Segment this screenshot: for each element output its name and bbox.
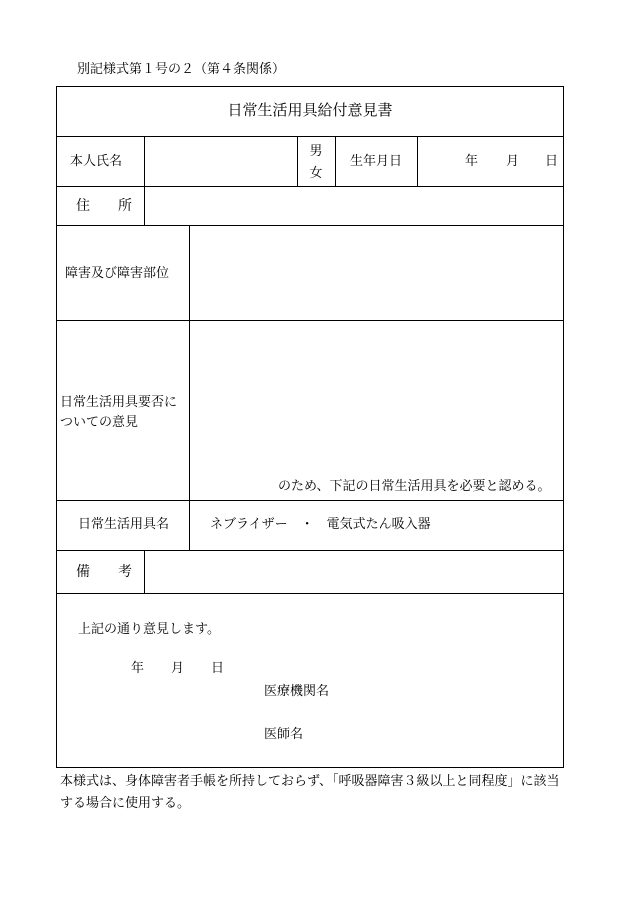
equipment-value: ネブライザー ・ 電気式たん吸入器 — [210, 517, 431, 532]
birth-month-unit: 月 — [506, 154, 520, 169]
col-divider — [144, 550, 145, 593]
row-divider — [56, 500, 564, 501]
institution-label: 医療機関名 — [264, 684, 330, 699]
opinion-conclusion: のため、下記の日常生活用具を必要と認める。 — [278, 479, 551, 494]
date-year-unit: 年 — [131, 661, 145, 676]
declaration-text: 上記の通り意見します。 — [78, 622, 220, 637]
date-day-unit: 日 — [211, 661, 225, 676]
footnote-line2: する場合に使用する。 — [60, 796, 191, 811]
sex-female[interactable]: 女 — [309, 166, 323, 181]
header-note: 別記様式第１号の２（第４条関係） — [77, 62, 286, 77]
remarks-field[interactable] — [146, 553, 562, 591]
opinion-label-line1: 日常生活用具要否に — [60, 395, 178, 410]
form-title: 日常生活用具給付意見書 — [227, 101, 393, 119]
date-month-unit: 月 — [171, 661, 185, 676]
birth-day-unit: 日 — [545, 154, 559, 169]
row-divider — [56, 320, 564, 321]
col-divider — [189, 225, 190, 550]
row-divider — [56, 225, 564, 226]
name-label: 本人氏名 — [70, 154, 123, 169]
disability-label: 障害及び障害部位 — [65, 266, 170, 281]
doctor-label: 医師名 — [264, 727, 304, 742]
birth-year-unit: 年 — [465, 154, 479, 169]
equipment-label: 日常生活用具名 — [78, 517, 170, 532]
birth-label: 生年月日 — [349, 154, 402, 169]
col-divider — [417, 136, 418, 186]
address-field[interactable] — [146, 189, 562, 223]
disability-field[interactable] — [191, 228, 562, 318]
sex-male[interactable]: 男 — [309, 144, 323, 159]
opinion-label-line2: ついての意見 — [60, 415, 139, 430]
row-divider — [56, 550, 564, 551]
remarks-label: 備 考 — [76, 564, 132, 580]
footnote-line1: 本様式は、身体障害者手帳を所持しておらず、「呼吸器障害３級以上と同程度」に該当 — [60, 774, 560, 789]
address-label: 住 所 — [76, 198, 132, 214]
row-divider — [56, 593, 564, 594]
row-divider — [56, 136, 564, 137]
row-divider — [56, 186, 564, 187]
name-field[interactable] — [145, 140, 296, 184]
opinion-field[interactable] — [191, 323, 562, 473]
